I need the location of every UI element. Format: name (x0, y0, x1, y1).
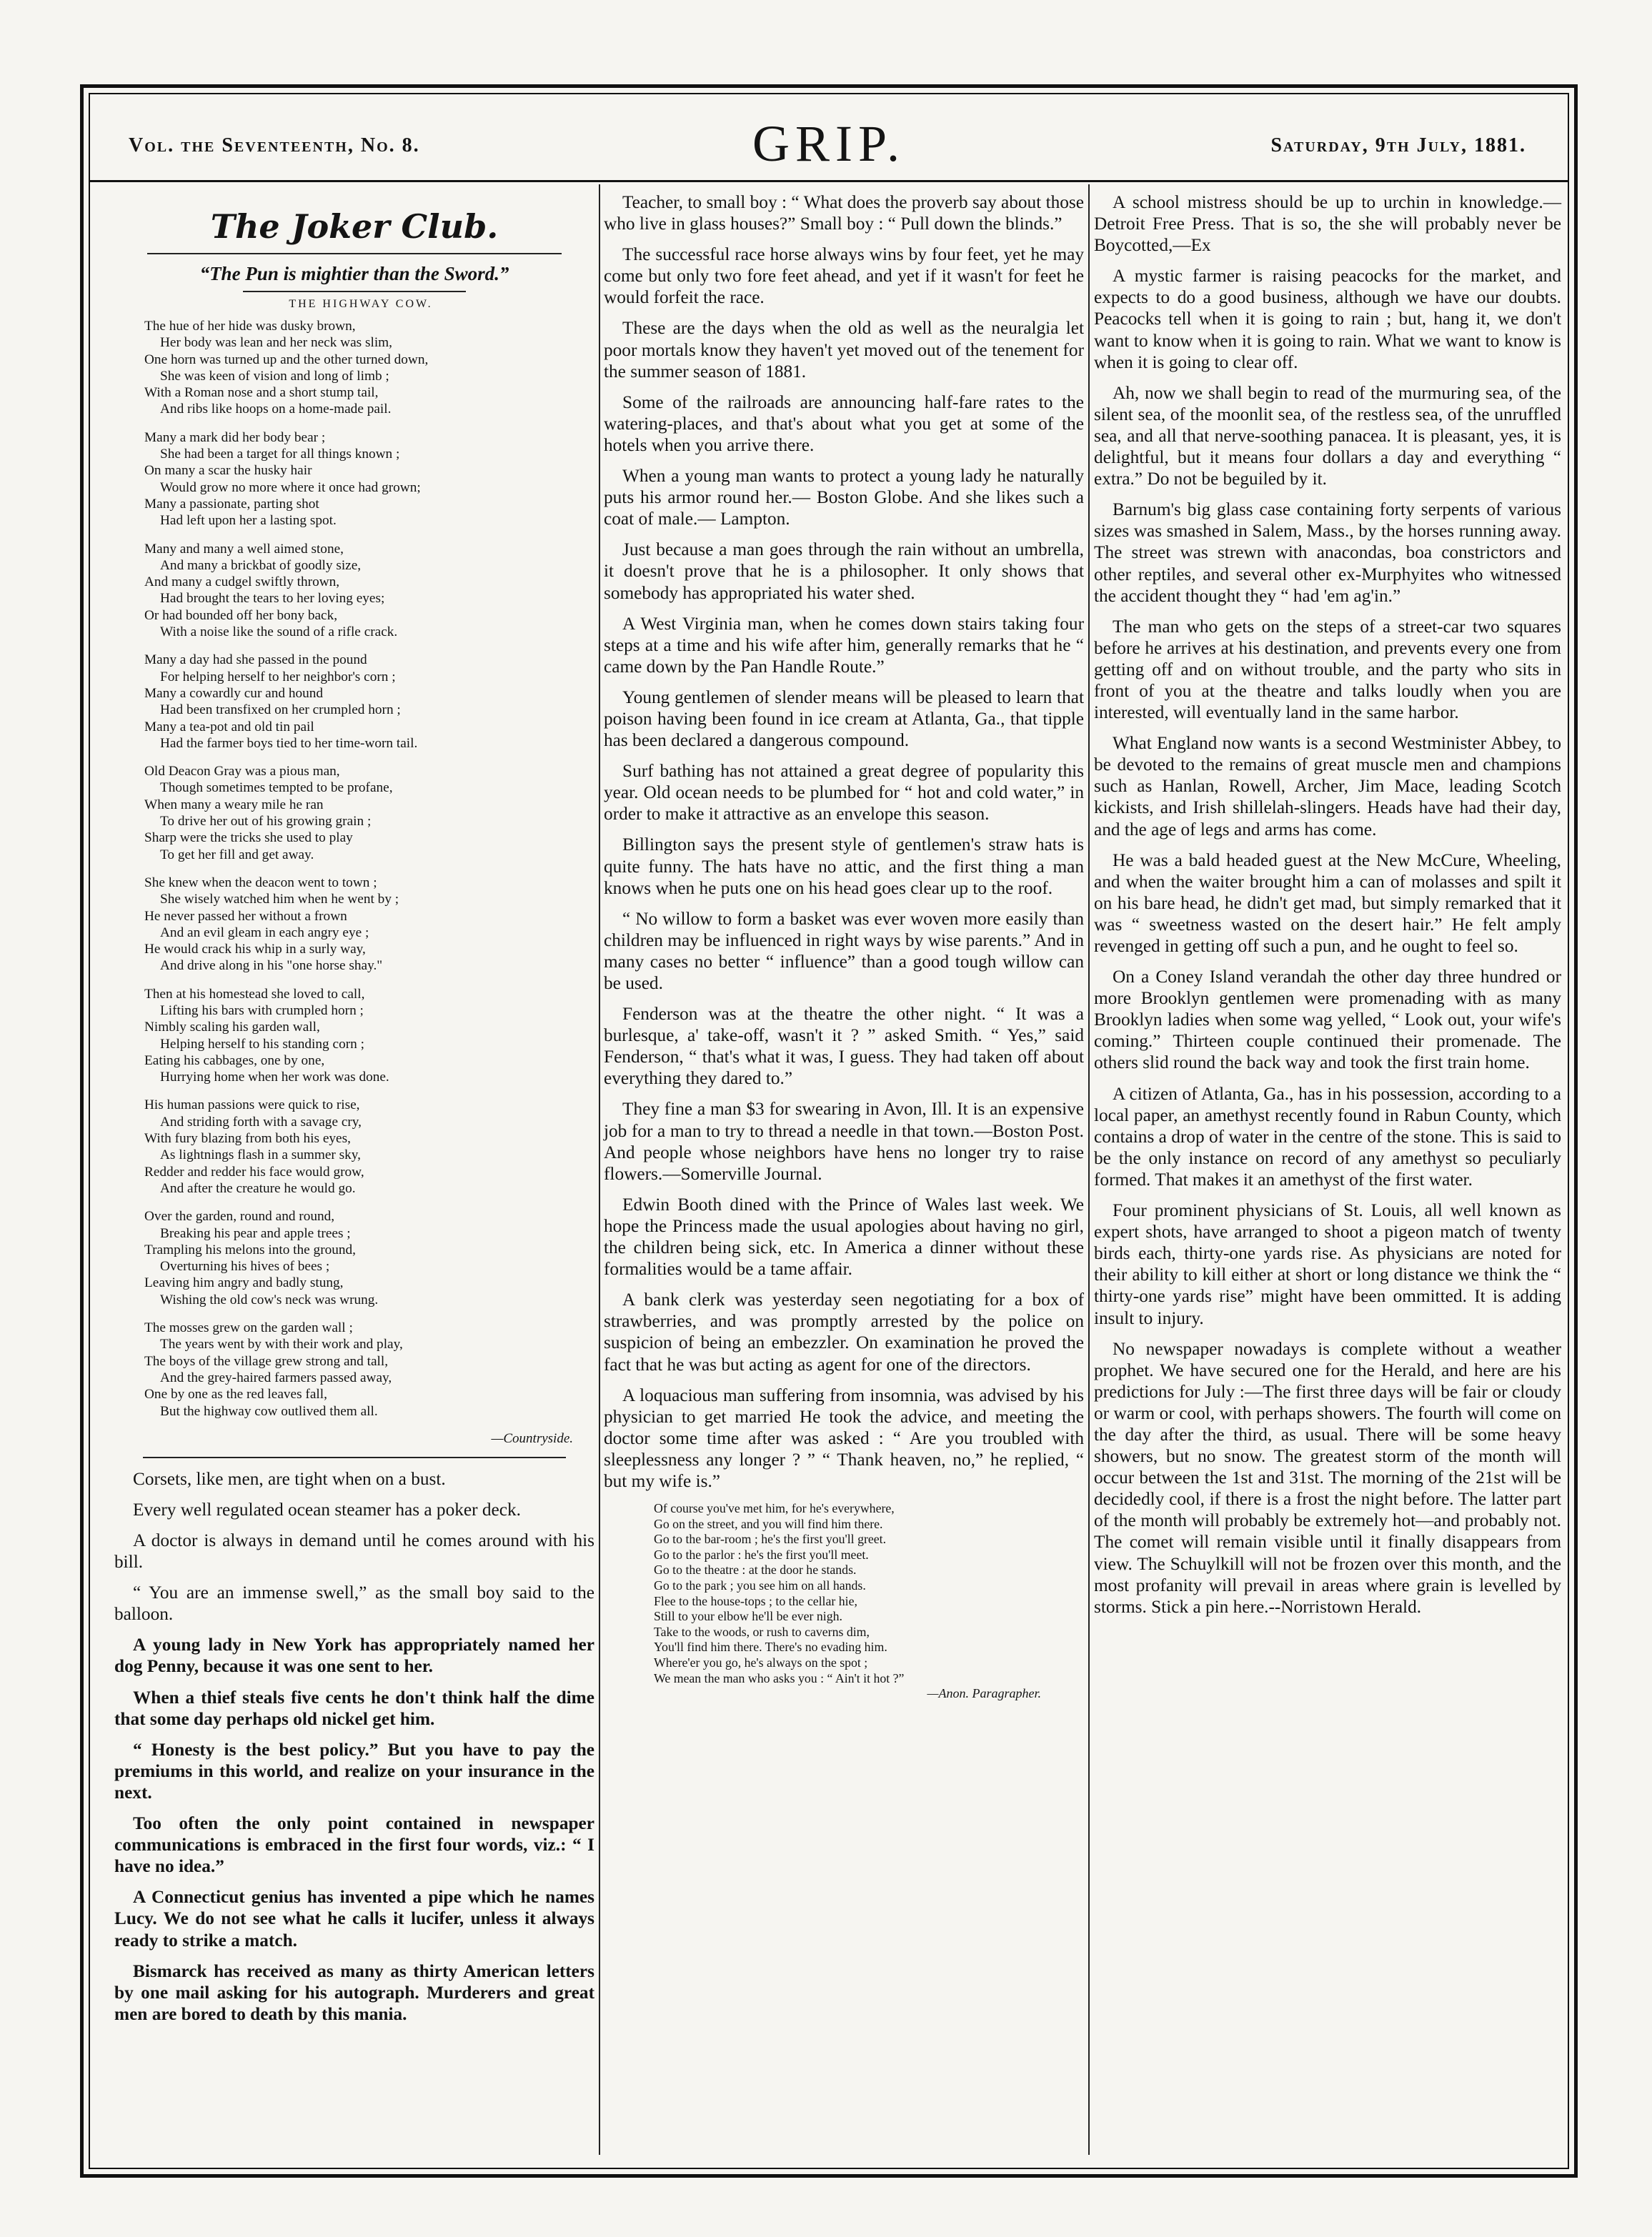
poem-line: To drive her out of his growing grain ; (160, 814, 372, 829)
poem-line: Many a mark did her body bear ; (144, 429, 326, 445)
poem-line: To get her fill and get away. (160, 847, 314, 862)
section-motto: “The Pun is mightier than the Sword.” (199, 263, 509, 284)
paragraph: “ Honesty is the best policy.” But you have to pay the premiums in this world, and realize on your insurance in the next. (114, 1739, 594, 1803)
poem-line: The boys of the village grew strong and tall, (144, 1353, 389, 1369)
poem-line: Eating his cabbages, one by one, (144, 1052, 325, 1068)
issue-date: Saturday, 9th July, 1881. (1270, 134, 1526, 156)
verse-line: Go to the bar-room ; he's the first you'll greet. (654, 1532, 887, 1547)
poem-line: With a Roman nose and a short stump tail, (144, 385, 379, 401)
poem-line: The mosses grew on the garden wall ; (144, 1320, 353, 1336)
poem-stanza (144, 1320, 577, 1420)
poem-line: Overturning his hives of bees ; (160, 1259, 330, 1275)
paragraph: When a young man wants to protect a young lady he naturally puts his armor round her.— Boston Globe. And she likes such a coat of male.— Lampton. (604, 466, 1084, 529)
column-divider (599, 184, 600, 2155)
poem-line: Many a day had she passed in the pound (144, 652, 367, 668)
poem-line: Leaving him angry and badly stung, (144, 1275, 344, 1291)
poem-line: The hue of her hide was dusky brown, (144, 319, 356, 334)
paragraph: What England now wants is a second Westminister Abbey, to be devoted to the remains of great muscle men and champions such as Hanlan, Rowell, Archer, Jim Mace, leading Scotch kickists, and Irish shillelah-slingers. Heads have had their day, and the age of legs and arms has come. (1094, 733, 1561, 840)
paragraph: A mystic farmer is raising peacocks for the market, and expects to do a good business, although we have our doubts. Peacocks tell when it is going to rain ; but, hang it, we don't want to know when it is going to rain. What we want to know is when it is going to clear off. (1094, 266, 1561, 372)
poem-line: Trampling his melons into the ground, (144, 1242, 357, 1257)
verse-line: You'll find him there. There's no evading him. (654, 1640, 887, 1655)
paragraph: Fenderson was at the theatre the other night. “ It was a burlesque, a' take-off, wasn't it ? ” asked Smith. “ Yes,” said Fenderson, “ that's what it was, I guess. They had taken off about everything they dared to.” (604, 1004, 1084, 1089)
paragraph: Barnum's big glass case containing forty serpents of various sizes was smashed in Salem, Mass., by the horses running away. The street was strewn with anacondas, boa constrictors and other reptiles, and several other ex-Murphyites who witnessed the accident thought they “ had 'em ag'in.” (1094, 499, 1561, 606)
poem-line: His human passions were quick to rise, (144, 1097, 360, 1113)
motto-rule (243, 291, 466, 292)
poem-stanza (144, 652, 577, 752)
section-heading: The Joker Club. (210, 207, 499, 246)
volume-number: Vol. the Seventeenth, No. 8. (129, 134, 420, 156)
poem-line: And striding forth with a savage cry, (160, 1114, 362, 1130)
poem-line: Though sometimes tempted to be profane, (160, 780, 393, 796)
paragraph: A citizen of Atlanta, Ga., has in his possession, according to a local paper, an amethyst recently found in Rabun County, which contains a drop of water in the centre of the stone. This is said to be the only instance on record of any amethyst so peculiarly formed. That makes it an amethyst of the first water. (1094, 1083, 1561, 1190)
verse-line: Where'er you go, he's always on the spot ; (654, 1655, 868, 1670)
poem-line: Old Deacon Gray was a pious man, (144, 764, 340, 779)
poem-line: Her body was lean and her neck was slim, (160, 335, 393, 351)
poem-line: On many a scar the husky hair (144, 463, 312, 479)
column-1 (114, 191, 594, 2034)
poem-line: And an evil gleam in each angry eye ; (160, 925, 369, 940)
verse-line: We mean the man who asks you : “ Ain't it hot ?” (654, 1670, 905, 1685)
poem-line: Over the garden, round and round, (144, 1209, 335, 1225)
column-2-paragraphs (604, 191, 1084, 1492)
poem-stanzas (144, 318, 577, 1420)
paragraph: On a Coney Island verandah the other day three hundred or more Brooklyn gentlemen were promenading with as many Brooklyn ladies when some wag yelled, “ Look out, your wife's coming.” Thirteen couple continued their promenade. The others slid round the back way and took the first train home. (1094, 967, 1561, 1073)
masthead-rule (89, 180, 1569, 182)
poem-line: The years went by with their work and play, (160, 1337, 403, 1352)
poem-line: One horn was turned up and the other turned down, (144, 352, 429, 367)
paragraph: Every well regulated ocean steamer has a poker deck. (133, 1499, 521, 1520)
poem-line: But the highway cow outlived them all. (160, 1403, 378, 1419)
verse-line: Go to the theatre : at the door he stands. (654, 1563, 857, 1578)
poem-line: Then at his homestead she loved to call, (144, 986, 365, 1002)
paragraph: When a thief steals five cents he don't think half the dime that some day perhaps old nickel get him. (114, 1687, 594, 1729)
paragraph: “ You are an immense swell,” as the small boy said to the balloon. (114, 1583, 594, 1625)
section-rule (143, 1457, 566, 1458)
newspaper-title: GRIP. (752, 115, 906, 172)
poem-line: She was keen of vision and long of limb ; (160, 368, 389, 384)
paragraph: A Connecticut genius has invented a pipe which he names Lucy. We do not see what he calls it lucifer, unless it always ready to strike a match. (114, 1887, 594, 1950)
verse-lines (654, 1501, 1084, 1686)
poem-line: With a noise like the sound of a rifle crack. (160, 624, 398, 640)
paragraph: A loquacious man suffering from insomnia, was advised by his physician to get married He took the advice, and meeting the doctor some time after was asked : “ Are you troubled with sleeplessness any longer ? ” “ Thank heaven, no,” he replied, “ but my wife is.” (604, 1385, 1084, 1491)
paragraph: Some of the railroads are announcing half-fare rates to the watering-places, and that's about what you get at some of the hotels when you arrive there. (604, 392, 1084, 455)
paragraph: Corsets, like men, are tight when on a bust. (133, 1468, 446, 1489)
poem-line: Would grow no more where it once had grown; (160, 479, 421, 495)
column-3 (1094, 191, 1561, 1627)
poem-line: With fury blazing from both his eyes, (144, 1131, 351, 1147)
poem-line: When many a weary mile he ran (144, 797, 324, 812)
verse-line: Go to the parlor : he's the first you'll meet. (654, 1547, 869, 1562)
paragraph: A school mistress should be up to urchin in knowledge.—Detroit Free Press. That is so, the she will probably never be Boycotted,—Ex (1094, 192, 1561, 256)
poem-stanza (144, 875, 577, 975)
verse-line: Still to your elbow he'll be ever nigh. (654, 1609, 842, 1624)
paragraph: Four prominent physicians of St. Louis, all well known as expert shots, have arranged to shoot a pigeon match of twenty birds each, thirty-one yards rise. As physicians are noted for their ability to kill either at short or long distance we think the “ thirty-one yards rise” might have been ommitted. It is adding insult to injury. (1094, 1200, 1561, 1328)
paragraph: The man who gets on the steps of a street-car two squares before he arrives at his destination, and prevents every one from getting off and on without trouble, and the party who sits in front of you at the theatre and talks loudly when you are interested, will eventually land in the same harbor. (1094, 616, 1561, 723)
poem-line: Sharp were the tricks she used to play (144, 830, 353, 846)
paragraph: Ah, now we shall begin to read of the murmuring sea, of the silent sea, of the moonlit sea, of the restless sea, of the unruffled sea, and all that nerve-soothing panacea. It is pleasant, yes, it is delightful, but it means four dollars a day and everything “ extra.” Do not be beguiled by it. (1094, 382, 1561, 489)
paragraph: A young lady in New York has appropriately named her dog Penny, because it was one sent to her. (114, 1635, 594, 1677)
paragraph: A doctor is always in demand until he comes around with his bill. (114, 1530, 594, 1573)
poem-line: And drive along in his "one horse shay." (160, 958, 383, 974)
poem-line: Or had bounded off her bony back, (144, 607, 338, 623)
poem-line: She had been a target for all things known ; (160, 447, 400, 462)
poem-line: Many a cowardly cur and hound (144, 685, 324, 701)
verse-line: Flee to the house-tops ; to the cellar hie, (654, 1593, 857, 1608)
poem-line: Helping herself to his standing corn ; (160, 1036, 364, 1052)
paragraph: “ No willow to form a basket was ever woven more easily than children may be influenced in right ways by wise parents.” And in many cases no better “ influence” than a good tough willow can be used. (604, 908, 1084, 993)
paragraph: Young gentlemen of slender means will be pleased to learn that poison having been found in ice cream at Atlanta, Ga., that tipple has been declared a dangerous compound. (604, 687, 1084, 751)
poem-line: Many a passionate, parting shot (144, 496, 319, 512)
poem-stanza (144, 1208, 577, 1308)
poem-stanza (144, 541, 577, 641)
paragraph: Just because a man goes through the rain without an umbrella, it doesn't prove that he is a philosopher. It only shows that somebody has appropriated his water shed. (604, 539, 1084, 603)
poem-line: He would crack his whip in a surly way, (144, 942, 366, 957)
verse (654, 1501, 1084, 1701)
paragraph: The successful race horse always wins by four feet, yet he may come but only two fore feet ahead, and yet if it wasn't for feet he would forfeit the race. (604, 244, 1084, 308)
poem-line: For helping herself to her neighbor's corn ; (160, 669, 396, 684)
poem-line: And many a brickbat of goodly size, (160, 557, 362, 573)
poem-stanza (144, 1097, 577, 1197)
paragraph: Bismarck has received as many as thirty American letters by one mail asking for his autograph. Murderers and great men are bored to death by this mania. (114, 1961, 594, 2024)
poem-line: Breaking his pear and apple trees ; (160, 1225, 351, 1241)
poem-line: Had left upon her a lasting spot. (160, 513, 337, 529)
poem-line: And the grey-haired farmers passed away, (160, 1370, 392, 1385)
poem-line: And many a cudgel swiftly thrown, (144, 574, 340, 590)
poem-line: Many and many a well aimed stone, (144, 541, 344, 557)
verse-line: Of course you've met him, for he's everywhere, (654, 1501, 895, 1516)
paragraph: Teacher, to small boy : “ What does the proverb say about those who live in glass houses?” Small boy : “ Pull down the blinds.” (604, 192, 1084, 234)
poem-stanza (144, 986, 577, 1086)
verse-credit: —Anon. Paragrapher. (927, 1686, 1041, 1701)
poem-line: Redder and redder his face would grow, (144, 1164, 364, 1180)
poem-stanza (144, 429, 577, 529)
paragraph: They fine a man $3 for swearing in Avon, Ill. It is an expensive job for a man to try to thread a needle in that town.—Boston Post. And people whose neighbors have hens no longer try to raise flowers.—Somerville Journal. (604, 1099, 1084, 1184)
poem-line: She wisely watched him when he went by ; (160, 892, 399, 907)
paragraph: A West Virginia man, when he comes down stairs taking four steps at a time and his wife after him, generally remarks that he “ came down by the Pan Handle Route.” (604, 613, 1084, 677)
poem-line: Hurrying home when her work was done. (160, 1070, 389, 1085)
column-divider (1088, 184, 1090, 2155)
poem-line: Had the farmer boys tied to her time-worn tail. (160, 735, 418, 751)
masthead (89, 107, 1569, 179)
poem-credit: —Countryside. (491, 1430, 573, 1446)
paragraph: Too often the only point contained in newspaper communications is embraced in the first four words, viz.: “ I have no idea.” (114, 1813, 594, 1877)
poem-stanza (144, 318, 577, 418)
poem-title: THE HIGHWAY COW. (289, 298, 433, 310)
verse-line: Go on the street, and you will find him there. (654, 1516, 883, 1531)
poem-line: Many a tea-pot and old tin pail (144, 719, 314, 734)
poem (144, 298, 577, 1447)
paragraph: Edwin Booth dined with the Prince of Wales last week. We hope the Princess made the usual apologies about having no girl, the children being sick, etc. In America a dinner without these formalities would be a tame affair. (604, 1194, 1084, 1280)
paragraph: A bank clerk was yesterday seen negotiating for a box of strawberries, and was promptly arrested by the police on suspicion of being an embezzler. On examination he proved the fact that he was but acting as agent for one of the directors. (604, 1290, 1084, 1375)
poem-line: Had been transfixed on her crumpled horn ; (160, 702, 401, 718)
poem-line: And after the creature he would go. (160, 1180, 356, 1196)
poem-line: One by one as the red leaves fall, (144, 1387, 327, 1403)
column-3-paragraphs (1094, 191, 1561, 1618)
poem-line: He never passed her without a frown (144, 908, 347, 924)
poem-line: As lightnings flash in a summer sky, (160, 1147, 361, 1163)
poem-line: Wishing the old cow's neck was wrung. (160, 1292, 379, 1307)
column-1-paragraphs (114, 1468, 594, 2025)
paragraph: These are the days when the old as well as the neuralgia let poor mortals know they haven't yet moved out of the tenement for the summer season of 1881. (604, 318, 1084, 382)
heading-rule (147, 253, 562, 254)
poem-line: Lifting his bars with crumpled horn ; (160, 1002, 364, 1018)
paragraph: He was a bald headed guest at the New McCure, Wheeling, and when the waiter brought him a can of molasses and spilt it on his bare head, he didn't get mad, but simply remarked that it was “ sweetness wasted on the desert hair.” He felt amply revenged in getting off such a pun, and he ought to feel so. (1094, 850, 1561, 956)
poem-line: And ribs like hoops on a home-made pail. (160, 402, 392, 417)
paragraph: Surf bathing has not attained a great degree of popularity this year. Old ocean needs to be plumbed for “ hot and cold water,” in order to make it attractive as an envelope this season. (604, 761, 1084, 824)
column-2 (604, 191, 1084, 1701)
paragraph: Billington says the present style of gentlemen's straw hats is quite funny. The hats have no attic, and the first thing a man knows when he puts one on his head goes clear up to the roof. (604, 834, 1084, 898)
paragraph: No newspaper nowadays is complete without a weather prophet. We have secured one for the Herald, and here are his predictions for July :—The first three days will be fair or cloudy or warm or cool, with perhaps showers. The fourth will come on the day after the third, as usual. There will be some heavy showers, but no snow. The greatest storm of the month will occur between the 1st and 31st. The morning of the 21st will be decidedly cool, if there is a frost the night before. The latter part of the month will probably be extremely hot—and probably not. The comet will remain visible until it finally disappears from view. The Schuylkill will not be frozen over this month, and the most profanity will prevail in areas where grain is levelled by storms. Stick a pin here.--Norristown Herald. (1094, 1338, 1561, 1617)
poem-stanza (144, 763, 577, 863)
verse-line: Take to the woods, or rush to caverns dim, (654, 1624, 870, 1639)
verse-line: Go to the park ; you see him on all hands. (654, 1578, 866, 1593)
poem-line: Nimbly scaling his garden wall, (144, 1020, 320, 1035)
poem-line: She knew when the deacon went to town ; (144, 875, 377, 890)
poem-line: Had brought the tears to her loving eyes; (160, 591, 385, 607)
